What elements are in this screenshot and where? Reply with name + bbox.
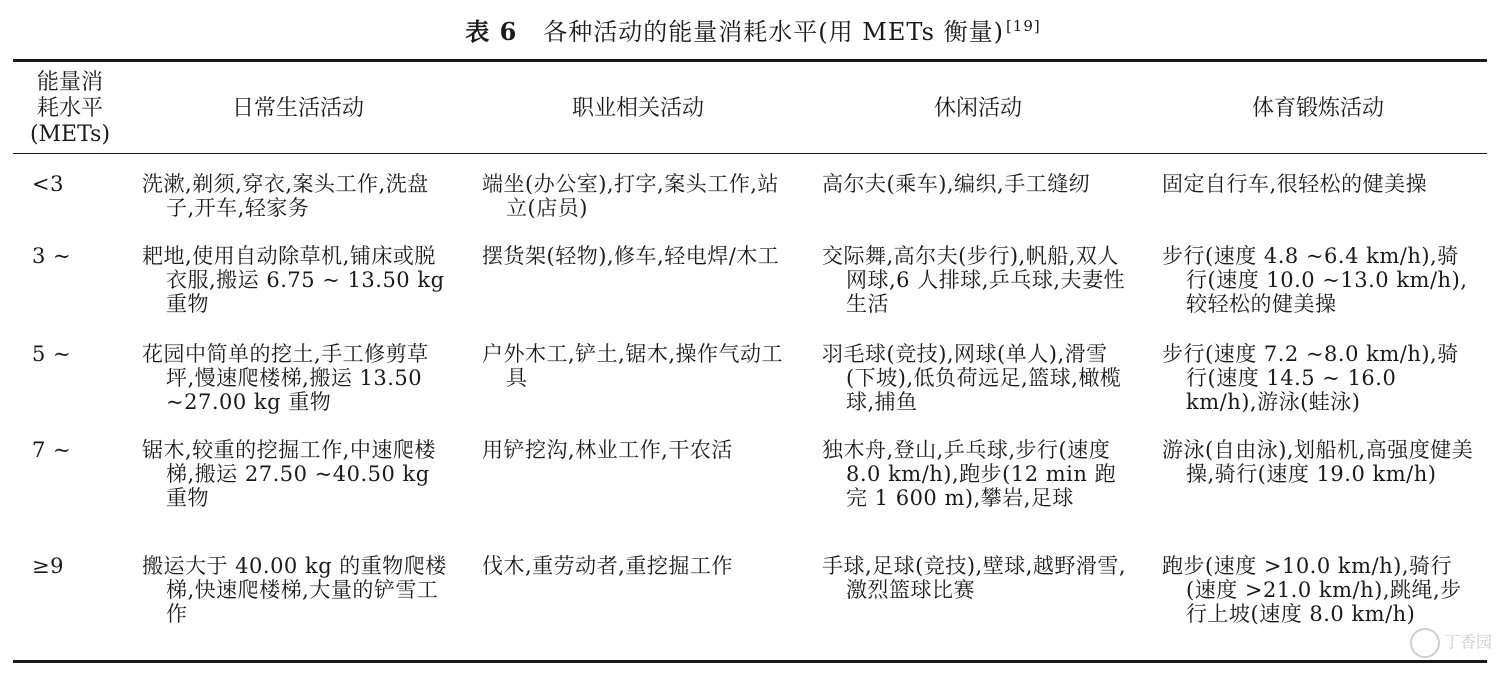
cell-text: 高尔夫(乘车),编织,手工缝纫 <box>822 172 1091 196</box>
header-occupational: 职业相关活动 <box>571 96 704 121</box>
header-mets-line: 耗水平 <box>36 96 103 121</box>
header-mets <box>20 70 120 148</box>
header-rule <box>13 153 1487 154</box>
row-sports-cell <box>1162 244 1474 316</box>
row-sports-cell <box>1162 342 1474 414</box>
cell-text: 羽毛球(竞技),网球(单人),滑雪(下坡),低负荷远足,篮球,橄榄球,捕鱼 <box>822 342 1122 414</box>
table-number: 表 6 <box>465 17 518 46</box>
cell-text: 摆货架(轻物),修车,轻电焊/木工 <box>482 244 780 268</box>
row-leisure-cell <box>822 342 1134 414</box>
row-sports-cell <box>1162 438 1474 486</box>
cell-text: 游泳(自由泳),划船机,高强度健美操,骑行(速度 19.0 km/h) <box>1162 438 1474 486</box>
row-leisure-cell <box>822 438 1134 510</box>
row-mets-level: 7 ~ <box>32 438 72 462</box>
cell-text: 手球,足球(竞技),壁球,越野滑雪,激烈篮球比赛 <box>822 554 1127 602</box>
cell-text: 锯木,较重的挖掘工作,中速爬楼梯,搬运 27.50 ~40.50 kg 重物 <box>142 438 436 510</box>
cell-text: 伐木,重劳动者,重挖掘工作 <box>482 554 733 578</box>
row-daily-cell <box>142 244 454 316</box>
row-mets-level: <3 <box>32 172 64 196</box>
row-occupational-cell <box>482 554 794 578</box>
table-caption <box>0 12 1506 47</box>
row-leisure-cell <box>822 244 1134 316</box>
cell-text: 独木舟,登山,乒乓球,步行(速度 8.0 km/h),跑步(12 min 跑完 1 600 m),攀岩,足球 <box>822 438 1117 510</box>
row-daily-cell <box>142 172 454 220</box>
cell-text: 步行(速度 4.8 ~6.4 km/h),骑行(速度 10.0 ~13.0 km/h),较轻松的健美操 <box>1162 244 1468 316</box>
row-occupational-cell <box>482 172 794 220</box>
row-daily-cell <box>142 554 454 626</box>
row-sports-cell <box>1162 172 1474 196</box>
cell-text: 交际舞,高尔夫(步行),帆船,双人网球,6 人排球,乒乓球,夫妻性生活 <box>822 244 1126 316</box>
row-occupational-cell <box>482 244 794 268</box>
cell-text: 用铲挖沟,林业工作,干农活 <box>482 438 733 462</box>
row-mets-level: 3 ~ <box>32 244 72 268</box>
cell-text: 洗漱,剃须,穿衣,案头工作,洗盘子,开车,轻家务 <box>142 172 429 220</box>
header-mets-line: (METs) <box>29 122 111 147</box>
row-sports-cell <box>1162 554 1474 626</box>
row-occupational-cell <box>482 438 794 462</box>
row-daily-cell <box>142 438 454 510</box>
watermark-text: 丁香园 <box>1443 632 1492 652</box>
row-occupational-cell <box>482 342 794 390</box>
row-mets-level: ≥9 <box>32 554 64 578</box>
watermark-logo-icon <box>1410 628 1440 658</box>
cell-text: 户外木工,铲土,锯木,操作气动工具 <box>482 342 784 390</box>
row-mets-level: 5 ~ <box>32 342 72 366</box>
watermark <box>1410 628 1492 658</box>
cell-text: 跑步(速度 >10.0 km/h),骑行(速度 >21.0 km/h),跳绳,步行上坡(速度 8.0 km/h) <box>1162 554 1462 626</box>
header-sports: 体育锻炼活动 <box>1251 96 1384 121</box>
header-mets-line: 能量消 <box>36 70 103 95</box>
row-daily-cell <box>142 342 454 414</box>
cell-text: 步行(速度 7.2 ~8.0 km/h),骑行(速度 14.5 ~ 16.0 km/h),游泳(蛙泳) <box>1162 342 1459 414</box>
row-leisure-cell <box>822 172 1134 196</box>
header-daily: 日常生活活动 <box>231 96 364 121</box>
cell-text: 端坐(办公室),打字,案头工作,站立(店员) <box>482 172 779 220</box>
reference-mark: [19] <box>1005 17 1041 35</box>
cell-text: 花园中简单的挖土,手工修剪草坪,慢速爬楼梯,搬运 13.50 ~27.00 kg 重物 <box>142 342 429 414</box>
cell-text: 固定自行车,很轻松的健美操 <box>1162 172 1428 196</box>
row-leisure-cell <box>822 554 1134 602</box>
cell-text: 搬运大于 40.00 kg 的重物爬楼梯,快速爬楼梯,大量的铲雪工作 <box>142 554 447 626</box>
bottom-rule <box>13 660 1487 663</box>
cell-text: 耙地,使用自动除草机,铺床或脱衣服,搬运 6.75 ~ 13.50 kg 重物 <box>142 244 445 316</box>
top-rule <box>13 59 1487 62</box>
table-title: 各种活动的能量消耗水平(用 METs 衡量) <box>543 18 1004 46</box>
header-leisure: 休闲活动 <box>933 96 1022 121</box>
